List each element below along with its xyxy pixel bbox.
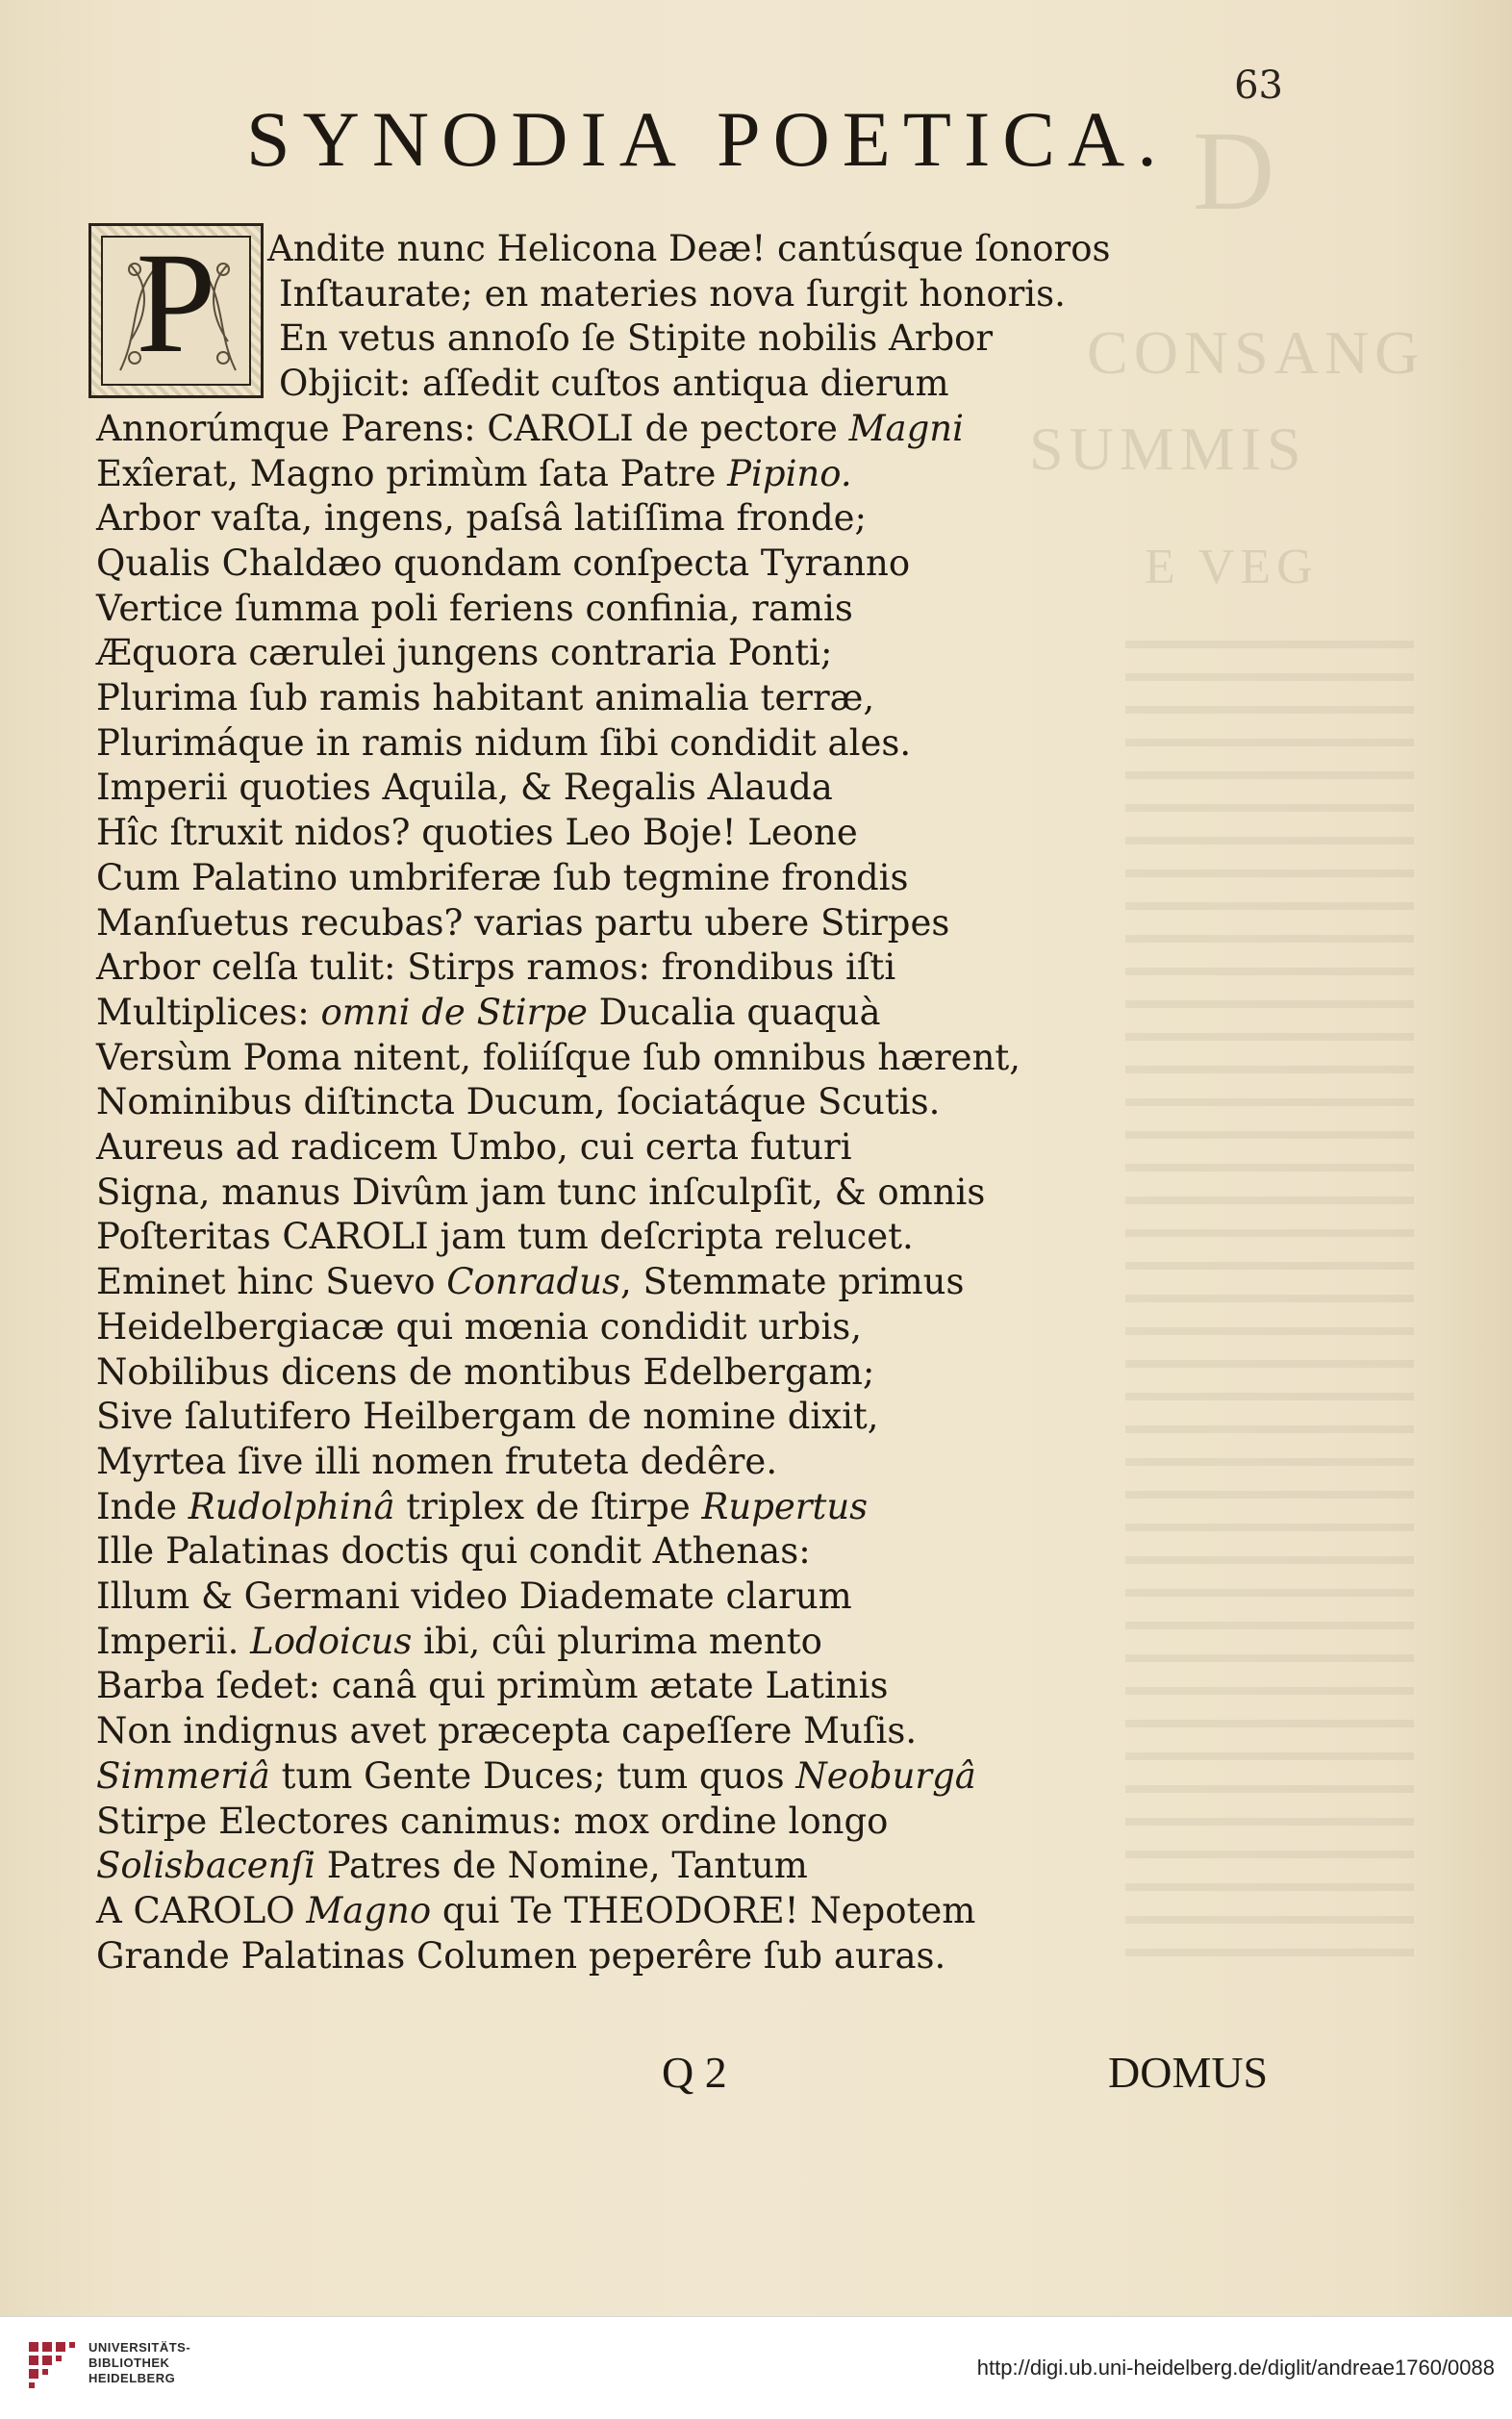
verse-line [96,587,853,629]
verse-segment: qui Te THEODORE! Nepotem [431,1889,976,1931]
verse-line [96,1350,875,1393]
verse-segment: Ille Palatinas doctis qui condit Athenas: [96,1530,811,1573]
verse-segment: Imperii. [96,1620,251,1662]
verse-line [96,721,912,764]
verse-line [96,1889,976,1931]
library-name-line: UNIVERSITÄTS- [88,2340,191,2355]
verse-line [96,767,833,809]
verse-line [96,1530,811,1573]
verse-segment: , Stemmate primus [619,1261,965,1303]
verse-segment: Aureus ad radicem Umbo, cui certa futuri [96,1126,852,1168]
verse-line [96,991,881,1033]
verse-line [96,1261,965,1303]
verse-segment: Eminet hinc Suevo [96,1261,447,1303]
verse-line [96,901,950,944]
verse-italic-segment: Solisbacenſi [96,1845,315,1887]
verse-segment: Andite nunc Helicona Deæ! cantúsque ſonoros [267,228,1111,269]
verse-line [96,1216,914,1258]
verse-segment: Inde [96,1485,189,1527]
verse-italic-segment: Rupertus [701,1485,869,1527]
verse-italic-segment: Lodoicus [250,1620,413,1662]
verse-segment: Multiplices: [96,991,321,1033]
verse-line [96,1845,808,1887]
bleed-through-text: E VEG [1145,540,1319,594]
catchword: DOMUS [1108,2048,1269,2097]
signature-mark: Q 2 [662,2048,727,2097]
verse-line [96,1126,852,1168]
verse-line [96,1171,986,1213]
verse-line [96,1575,852,1617]
verse-line [96,677,875,718]
verse-italic-segment: Magni [848,407,964,449]
verse-line [279,272,1066,315]
library-name [88,2340,190,2386]
initial-letter: P [136,223,216,383]
verse-segment: Signa, manus Divûm jam tunc inſculpſit, & omnis [96,1171,986,1213]
verse-italic-segment: Conradus [446,1261,620,1303]
verse-segment: Nominibus diſtincta Ducum, ſociatáque Scutis. [96,1081,941,1123]
verse-line [96,497,868,540]
verse-segment: Exîerat, Magno primùm ſata Patre [96,452,728,494]
verse-italic-segment: Magno [306,1889,432,1931]
verse-segment: Imperii quoties Aquila, & Regalis Alauda [96,767,833,809]
verse-segment: Illum & Germani video Diademate clarum [96,1575,852,1617]
verse-line [96,1396,879,1438]
verse-line [96,1440,778,1482]
footer-bar [0,2316,1512,2419]
verse-segment: Inſtaurate; en materies nova ſurgit honoris. [279,272,1066,315]
bleed-through-text: D [1193,108,1281,234]
verse-line [96,1620,822,1662]
university-library-logo-icon [25,2338,83,2396]
verse-italic-segment: Pipino. [727,452,852,494]
verse-segment: Non indignus avet præcepta capeſſere Muſis. [96,1710,918,1752]
verse-line [96,542,911,584]
verse-segment: Hîc ſtruxit nidos? quoties Leo Boje! Leone [96,812,858,854]
verse-line [96,1710,918,1752]
verse-segment: Arbor vaſta, ingens, paſsâ latiſſima fronde; [96,497,868,540]
bleed-through-lines [1125,616,1414,1981]
verse-line [96,407,964,449]
verse-line [96,1800,889,1842]
library-name-line: BIBLIOTHEK [88,2356,170,2370]
verse-line [96,1934,946,1977]
verse-segment: Plurimáque in ramis nidum ſibi condidit ales. [96,721,912,764]
verse-line [96,1036,1021,1078]
verse-segment: Æquora cærulei jungens contraria Ponti; [96,632,833,674]
verse-line [96,632,833,674]
library-name-line: HEIDELBERG [88,2371,176,2385]
verse-segment: Qualis Chaldæo quondam conſpecta Tyranno [96,542,911,584]
verse-line [96,1485,869,1527]
bleed-through-text: CONSANG [1087,318,1425,387]
bleed-through-text: SUMMIS [1029,415,1307,483]
verse-segment: Stirpe Electores canimus: mox ordine longo [96,1800,889,1842]
source-url-link[interactable]: http://digi.ub.uni-heidelberg.de/diglit/andreae1760/0088 [976,2356,1495,2380]
verse-line [96,812,858,854]
verse-line [96,1754,976,1797]
verse-segment: ibi, cûi plurima mento [412,1620,822,1662]
verse-segment: Barba ſedet: canâ qui primùm ætate Latinis [96,1665,889,1707]
verse-line [96,946,896,989]
verse-line [96,1305,863,1348]
verse-line [96,1665,889,1707]
verse-italic-segment: Rudolphinâ [188,1485,395,1527]
verse-italic-segment: Neoburgâ [795,1754,976,1797]
verse-segment: Myrtea ſive illi nomen fruteta dedêre. [96,1440,778,1482]
verse-line [267,228,1111,269]
verse-italic-segment: omni de Stirpe [320,991,588,1033]
page-title: SYNODIA POETICA. [246,95,1170,183]
verse-segment: triplex de ſtirpe [394,1485,702,1527]
verse-segment: Objicit: aſſedit cuſtos antiqua dierum [279,363,949,405]
verse-segment: Annorúmque Parens: CAROLI de pectore [96,407,849,449]
decorated-initial [88,223,264,398]
verse-segment: Manſuetus recubas? varias partu ubere Stirpes [96,901,950,944]
verse-segment: tum Gente Duces; tum quos [269,1754,796,1797]
verse-segment: En vetus annoſo ſe Stipite nobilis Arbor [279,317,994,360]
verse-line [96,1081,941,1123]
verse-italic-segment: Simmeriâ [96,1754,270,1797]
page-number: 63 [1234,63,1283,108]
verse-line [96,452,852,494]
verse-segment: Plurima ſub ramis habitant animalia terræ, [96,677,875,718]
verse-line [279,363,949,405]
verse-segment: Vertice ſumma poli feriens confinia, ramis [96,587,853,629]
verse-segment: Nobilibus dicens de montibus Edelbergam; [96,1350,875,1393]
verse-segment: Cum Palatino umbriferæ ſub tegmine frondis [96,856,909,898]
verse-segment: Arbor celſa tulit: Stirps ramos: frondibus iſti [96,946,896,989]
verse-segment: Poſteritas CAROLI jam tum deſcripta relucet. [96,1216,914,1258]
verse-segment: Ducalia quaquà [587,991,881,1033]
verse-segment: Heidelbergiacæ qui mœnia condidit urbis, [96,1305,863,1348]
verse-segment: Patres de Nomine, Tantum [315,1845,808,1887]
verse-segment: Versùm Poma nitent, foliíſque ſub omnibus hærent, [96,1036,1021,1078]
verse-segment: Grande Palatinas Columen peperêre ſub auras. [96,1934,946,1977]
verse-segment: A CAROLO [96,1889,307,1931]
verse-segment: Sive ſalutifero Heilbergam de nomine dixit, [96,1396,879,1438]
verse-line [96,856,909,898]
verse-line [279,317,994,360]
